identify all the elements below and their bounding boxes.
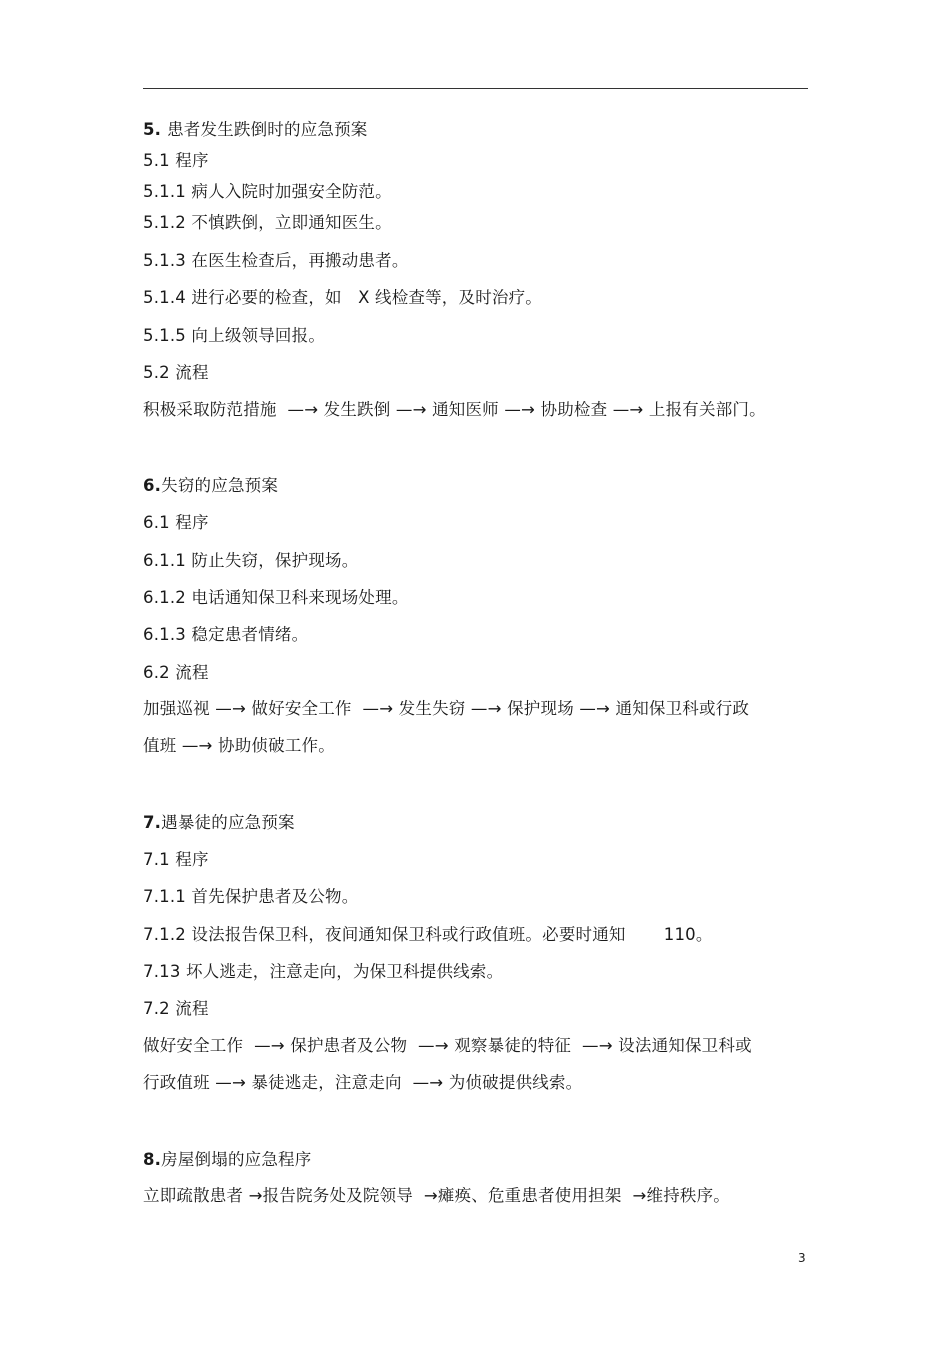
flow-line: 值班 —→ 协助侦破工作。 (143, 736, 335, 755)
flow-line: 立即疏散患者 →报告院务处及院领导 →瘫痪、危重患者使用担架 →维持秩序。 (143, 1186, 730, 1205)
heading-text: 遇暴徒的应急预案 (161, 813, 295, 832)
section-number: 8. (143, 1150, 162, 1169)
section-heading (143, 475, 278, 497)
section-number: 6. (143, 476, 162, 495)
flow-line: 行政值班 —→ 暴徒逃走，注意走向 —→ 为侦破提供线索。 (143, 1073, 583, 1092)
page-number: 3 (798, 1251, 806, 1265)
text-line: 7.1 程序 (143, 850, 209, 869)
text-line: 5.1.1 病人入院时加强安全防范。 (143, 182, 392, 201)
flow-line: 加强巡视 —→ 做好安全工作 —→ 发生失窃 —→ 保护现场 —→ 通知保卫科或行政 (143, 699, 750, 718)
text-line: 5.1.4 进行必要的检查，如 X 线检查等，及时治疗。 (143, 288, 543, 307)
section-heading (143, 812, 295, 834)
text-line: 7.1.2 设法报告保卫科，夜间通知保卫科或行政值班。必要时通知 110。 (143, 925, 713, 944)
heading-text: 失窃的应急预案 (161, 476, 279, 495)
heading-text: 患者发生跌倒时的应急预案 (167, 120, 368, 139)
heading-text: 房屋倒塌的应急程序 (161, 1150, 312, 1169)
text-line: 6.1.1 防止失窃，保护现场。 (143, 551, 359, 570)
text-line: 6.1 程序 (143, 513, 209, 532)
text-line: 5.1.2 不慎跌倒，立即通知医生。 (143, 213, 392, 232)
text-line: 7.2 流程 (143, 999, 209, 1018)
text-line: 7.1.1 首先保护患者及公物。 (143, 887, 359, 906)
flow-line: 积极采取防范措施 —→ 发生跌倒 —→ 通知医师 —→ 协助检查 —→ 上报有关部门。 (143, 400, 766, 419)
section-heading (143, 119, 368, 141)
flow-line: 做好安全工作 —→ 保护患者及公物 —→ 观察暴徒的特征 —→ 设法通知保卫科或 (143, 1036, 752, 1055)
text-line: 6.2 流程 (143, 663, 209, 682)
text-line: 5.2 流程 (143, 363, 209, 382)
text-line: 6.1.3 稳定患者情绪。 (143, 625, 309, 644)
section-number: 7. (143, 813, 162, 832)
text-line: 7.13 坏人逃走，注意走向，为保卫科提供线索。 (143, 962, 504, 981)
text-line: 5.1 程序 (143, 151, 209, 170)
text-line: 6.1.2 电话通知保卫科来现场处理。 (143, 588, 409, 607)
section-number: 5. (143, 120, 168, 139)
header-rule (143, 88, 808, 89)
text-line: 5.1.5 向上级领导回报。 (143, 326, 326, 345)
section-heading (143, 1149, 311, 1171)
text-line: 5.1.3 在医生检查后，再搬动患者。 (143, 251, 409, 270)
